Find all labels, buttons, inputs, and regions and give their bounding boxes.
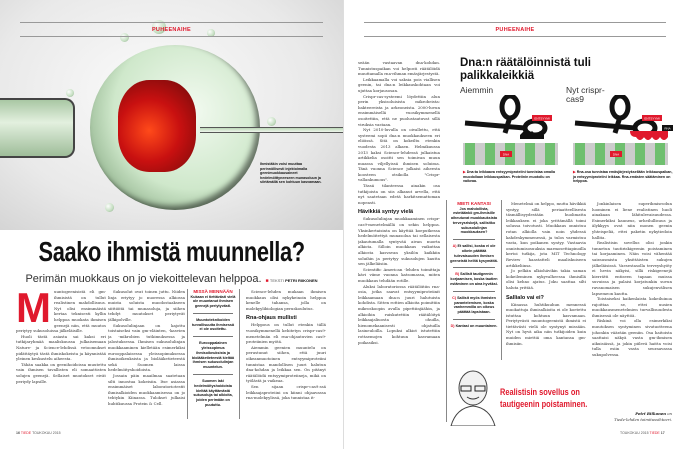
paragraph: Huoli tästä asiasta sai kaksi eri tutkijaryhmää maaliskuussa julkaisemaan Nature- ja Science-lehdissä vetoomukset pidättäytyä tästä ihmiskokeista ja käynnistää yleinen keskustelu aiheesta.: [16, 333, 106, 362]
signature-text: on: [667, 411, 672, 416]
page-footer: [16, 431, 61, 435]
right-body-column-4: [592, 201, 672, 403]
paragraph: Leikkaamalla voi saksia pois viallisen geenin, tai dna:n leikkauskohtaan voi ujuttaa korjausosan.: [358, 76, 440, 93]
page-footer: [620, 431, 665, 435]
byline-label: TEKSTI: [269, 278, 284, 283]
dna-tag-text: DNA: [502, 152, 510, 157]
paragraph: seään vastaavan dna-kohdan. Tunnistuspaikan voi helposti räätälöidä muuttamalla rna-rihman emäsjärjestystä.: [358, 60, 440, 77]
page-number: 16: [16, 431, 20, 435]
column-divider: [239, 289, 240, 419]
bubble: [267, 117, 276, 126]
paragraph: Riskinä voi olla esimerkiksi muutoksen syntyminen sivutuotteena johonkin väärään geeniin. Osa haitoista saattaisi näkyä vasta gm-ihmisen aikuisiässä, ja jokin piilevä haitta voisi tulla esiin vasta seuraavassa sukupolvessa.: [592, 318, 672, 358]
byline: [266, 278, 318, 283]
body-column-2: [108, 289, 185, 419]
body-column-4: [246, 289, 326, 421]
before-caption: [463, 170, 558, 184]
sidebar-item: Muuntoteknikoiden turvallisuutta ihmisessä ei ole osoitettu.: [191, 317, 234, 332]
paragraph: Tässä tilanteessa ainakin osa tutkijoista on siis alkanut arvella, että nyt saatetaan edetä harkitsemattoman nopeasti.: [358, 183, 440, 205]
issue-date: TOUKOKUU 2015: [32, 431, 61, 435]
author-name: Petri Riikonen: [635, 411, 667, 416]
after-label: Nyt crispr-cas9: [566, 85, 605, 104]
paragraph: Tähän saakka on geenihoidoissa muutettu vain ihmisen tavallisten eli somaattisten solujen geenejä. Sellaiset muutokset eivät periydy lapsille.: [16, 361, 106, 384]
paragraph: uuntogeenisistä eli gm-ihmisistä on tullut realistinen mahdollisuus. Nyt olisi ensimmäistä kertaa teknisesti kyllin helppoa muokata ihmisen geenejä niin, että muutos periytyy sukusoluissa jälkeläisille.: [16, 289, 106, 334]
divider: [193, 313, 233, 314]
bubble: [105, 203, 114, 212]
bubble: [120, 33, 129, 42]
header-rule: [20, 22, 323, 23]
column-divider: [187, 289, 188, 419]
rna-tag-text: RNA: [664, 126, 671, 131]
arrow-icon: ▶: [463, 170, 467, 174]
paragraph: Aluksi laboratoriossa räätälöitiin rna-osia, jotka saavat entsyymiproteiinit leikkaamaan dna:n juuri halutuista kohdista. Sitten rottien alkioita poimittiin mikroskoopin avulla pipettiinjäähin, ja alkioihin ruiskutettiin räätälöityä leikkaajaliuosta ohuilla, hienomekaanisesti ohjatuilla lasineuloilla. Lopuksi alkiot istutettiin rottaemojen kohtuun kasvamaan poikasiksi.: [358, 283, 440, 345]
rna-guide-shape: [630, 131, 668, 140]
option-text: Sallisit myös ihmisten parantelemisen, koska vanhemmilla on oikeus päättää lapsistaan.: [453, 295, 496, 315]
divider: [453, 239, 495, 240]
issue-date: TOUKOKUU 2015: [620, 431, 649, 435]
paragraph: Kiinassa huhtikuuhun mennessä muokattuja ihmisalkioita ei ole koetettu istuttaa kohtuun kasvamaan. Periytyvästi muuntogeenistä ihmistä ei tiettävästi vielä ole syntynyt missään. Nyt on hyvä aika niin tutkijoiden kuin muiden miettiä oma kantansa gm-ihmisiin.: [506, 301, 586, 346]
after-caption-text: Rna-osa tunnistaa emäsjärjestyksellään leikkauspaikan, ja entsyymiproteiini leikkaa. Rna-emästen säätäminen on helppoa.: [573, 170, 673, 184]
sidebar-heading: MIETI KANTASI: [457, 201, 491, 206]
poll-option-c: [450, 296, 498, 315]
cell-nucleus: [118, 80, 196, 172]
paragraph: Sen sijaan crispr-cas9:ssä leikkaajaproteiini on kiinni ohjaavassa rna-molekyylissä, joka tunnistaa it-: [246, 383, 326, 401]
paragraph: Scientific American -lehden toimittaja kävi viime vuonna katsomassa, miten muokkaus tehdään rotille.: [358, 266, 440, 283]
byline-author: PETRI RIIKONEN: [285, 278, 318, 283]
body-column-1: [16, 289, 106, 419]
enzyme-tag-text: ENTSYYMI: [644, 116, 660, 121]
sidebar-item: Suomen laki hedelmöityshoidoista kieltää käyttämästä sukusoluja tai alkioita, joiden perimään on puututtu.: [193, 379, 233, 408]
paragraph: Toistaiseksi kaikenlaista kokeiluinoa rajoittaa se, ettei uusien muokkausmenetelmien turvallisuudesta ihmisessä ole näyttöä.: [592, 296, 672, 318]
enzyme-tag-text: ENTSYYMI: [534, 116, 550, 121]
article-subtitle: [0, 273, 343, 287]
divider: [453, 291, 495, 292]
subheading: Hävikkiä syntyy vielä: [358, 209, 414, 216]
poll-option-d: [450, 324, 498, 329]
option-text: Sallisit tautigeenin korjaamisen, koska tautien estäminen on aina hyväksi.: [450, 272, 498, 287]
bubble: [66, 89, 74, 97]
section-label: PUHEENAIHE: [495, 27, 535, 33]
header-rule: [364, 22, 666, 23]
poll-option-a: [450, 244, 498, 263]
option-letter: C): [452, 295, 457, 300]
enzyme-shape: [520, 131, 544, 139]
sidebar-item: Eurooppalainen yleissopimus ihmisoikeuksista ja biolääketieteestä kieltää ihmisen sukusolulinjan muuntelun.: [191, 341, 235, 370]
paragraph: Aiemmin geenien muuntelu on perustunut siihen, että juuri oikeanmuotoinen entsyymiproteiini tunnistaa mandollisen juuri halutun dna-kohdan ja leikkaa sen. On pitänyt räätälöidä entsyymiproteiineja, mikä on työlästä ja vaikeaa.: [246, 344, 326, 384]
magazine-name: TIEDE: [649, 431, 660, 435]
drop-cap: M: [16, 289, 51, 331]
embryo-injection-photo: [0, 0, 343, 230]
paragraph: Realistisin sovellus olisi jonkin tunnetun tautiriskigeenin poistaminen tai korjaaminen. Näin voisi vähentää sairausmista yksittäisten sukujen jälkeläisissä. Vaesestasolla terveyshyöty ei hevin näkyisi, sillä riskigeenejä kierrätti entiseen tapaan muissa suvuissa ja palaisi korjatunkin suvun ravanomaisen sukujenvälisen lapsemeon kautta.: [592, 240, 672, 296]
poll-option-b: [450, 272, 498, 286]
paragraph: Crispr-cas-systeemi löydettiin alun perin yksisoluisista mikrobeista: bakteereista ja arkeoneista. 2000-luvun ensimmäisellä vuosikymmenellä osoitettiin, että ne puolustautuvat sillä viruksia vastaan.: [358, 93, 440, 127]
article-title-wrap: [0, 236, 343, 270]
pull-quote: Realistisin sovellus on tautigeenin poistaminen.: [500, 387, 588, 410]
photo-caption: Ihmistäkin voisi muuttaa perinnöllisesti injektoimalla geenimuokkausaineet hedelmöittyneeseen munasoluun ja siirtämällä sen kohtuun kasvamaan.: [260, 162, 322, 185]
right-body-column-3: [506, 201, 586, 381]
divider: [453, 267, 495, 268]
author-portrait: [448, 366, 498, 426]
before-label: Aiemmin: [460, 85, 494, 95]
page-number: 17: [660, 431, 665, 435]
author-role: Tiede-lehden toimitussihteeri.: [614, 416, 672, 422]
paragraph: Science-lehden mukaan ihmisen muokkaus olisi nykykeinoin helppoa kenelle tahansa, jolla on molekyylibiologian peruskoulutus.: [246, 289, 326, 311]
arrow-icon: ▶: [573, 170, 577, 174]
paragraph: Menetelmä on helppo, mutta hävikkiä syntyy, sillä periaatteellisesta täsmällisyydestään huolimatta leikkauksen ei joka yrittämällä toimi solussa toivotusti. Muokkaus onnistuu rotan alkiolla vain noin yhdessä kahdeskymmenessä, ja tulos varmistuu vasta, kun poikanen syntyy. Vastaavia onnistumisosuuksia marmosettiapinoilla kertoi tutkija, jota MIT Technology Review haastatteli maaliskuiseen artikkeliinsa.: [506, 201, 586, 268]
infographic-title: Dna:n räätälöinnistä tuli palikkaleikkiä: [460, 57, 591, 82]
subheading: Rna-ohjaus mullisti: [246, 315, 297, 322]
crispr-infographic: [460, 95, 675, 170]
option-text: Et sallisi, koska ei ole oikein päättää tulevaisuuden ihmisen geeneistä heiltä kysymättä.: [450, 244, 498, 263]
paragraph: Jossain päin maailmaa saatetaan silti innostua kokeisiin. Itse asiassa ensimmäiset laboratoriotestit ihmisalkioiden muokkaamisessa on jo tehtykin Kiinassa. Tulokset julkaisi huhtikuussa Protein & Cell.: [108, 372, 185, 406]
subtitle-text: Perimän muokkaus on jo viekoittelevan helppoa.: [25, 273, 262, 285]
sidebar-heading: MISSÄ MENNÄÄN: [193, 289, 233, 294]
paragraph: Helppous on tullut etenkin tällä vuosikymmenellä kehitetyn crispr-cas9-menetelmän eli rna-ohjautuvien cas9-proteiinien myötä.: [246, 322, 326, 345]
column-divider: [446, 200, 447, 422]
article-title: Saako ihmistä muunnella?: [38, 236, 305, 267]
after-caption: [573, 170, 673, 184]
header-rule: [20, 36, 323, 37]
section-label: PUHEENAIHE: [151, 27, 192, 33]
column-divider: [501, 200, 502, 360]
divider: [193, 374, 233, 375]
option-letter: D): [450, 324, 455, 329]
sidebar-where-are-we: [190, 289, 236, 408]
right-body-column-1: [358, 60, 440, 422]
magazine-name: TIEDE: [20, 431, 32, 435]
option-text: Kantasi on muuntainen.: [455, 324, 498, 329]
divider: [453, 319, 495, 320]
before-caption-text: Dna:ta leikkaava entsyymiproteiini tunnistaa omalla muodollaan leikkauspaikan. Proteiinin muotoilu on vaikeaa.: [463, 170, 556, 184]
paragraph: Sukusolulinjaan on kajottu toistaiseksi vain gm-eläinten, -kasvien ja -mikrobien tutkimuksessa ja jalostuksessa. Ihmisen sukusolulinjan muokkaaminen kielletään esimerkiksi eurooppalaisessa yleissopimuksessa ihmisoikeuksista ja biolääketieteestä sekä Suomen laissa hedelmöityshoidoista.: [108, 322, 185, 373]
option-letter: B): [455, 272, 460, 277]
paragraph: Nyt 2010-luvulla on oivallettu, että systeemi sopii dna:n muokkaukseen eri eliöissä. Sitä on kokeiltu etenkin vuodesta 2013 alkaen. Helmikuussa 2013 kaksi Science-lehdessä julkaistua artikkelia osoitti sen toimivan muun muassa viljellyissä ihmisen soluissa. Tänä vuonna Science julkaisi aiheesta koosteen otsikolla "Crispr-vallankumous".: [358, 127, 440, 183]
author-signature: [592, 411, 672, 422]
sidebar-question: Jos mahdollista, estetäänkö gm-ihmisille aiheutuvat muokkauksista terveysriskejä, sallisitko sukusolulinjan muokkauksen?: [450, 206, 498, 235]
bullet-icon: ■: [265, 278, 270, 284]
sidebar-item: Kukaan ei tiettävästi vielä ole muuntanut ihmisen geenejä periytyvästi.: [190, 294, 236, 309]
injection-needle: [200, 127, 343, 133]
header-rule: [364, 36, 666, 37]
sidebar-take-a-stand: [450, 201, 498, 329]
paragraph: Jo pelkän alkiohävikin takia saman kokeileminen nykyvalheessa ihmisillä olisi kehno ajatus. Joku saattaa silti haluta yrittää.: [506, 268, 586, 290]
divider: [193, 336, 233, 337]
dna-tag-text: DNA: [612, 152, 620, 157]
paragraph: Sukusolulinjan muokkaaminen crispr-cas9-menetelmällä on sekin helppoa. Yksinkertaisinta on käyttää koeputkessa hedelmöitettyä munasolua tai sellaisesta jakautumalla syntyvää aivan nuorta alkiota. Silloin muokkaus vaikuttaa alkiosta kasvavan yksilön kaikkiin soluihin ja periytyy sukusolujen kautta sen jälkeläisiin.: [358, 216, 440, 267]
paragraph: Jonkinlaisen superihmisrodun luominen ei liene realistinen huoli ainakaan lähitulevaisuudessa. Esimerkiksi kauneus, urheilullisuus ja älykkyys ovat niin monen geenin yhteispeliä, ettei paketin nykytiedoin hallita.: [592, 201, 672, 240]
paragraph: Sukusolut ovat toinen juttu. Niiden linja eriytyy jo nuoressa alkiossa muista soluista muodostaakseen siittiöitä tai munasoluja, ja siihen tehdyt muutokset periytyvät jälkipolville.: [108, 289, 185, 322]
subheading: Sallialo vai ei?: [506, 294, 544, 301]
holding-pipette: [0, 98, 75, 158]
option-letter: A): [452, 244, 457, 249]
